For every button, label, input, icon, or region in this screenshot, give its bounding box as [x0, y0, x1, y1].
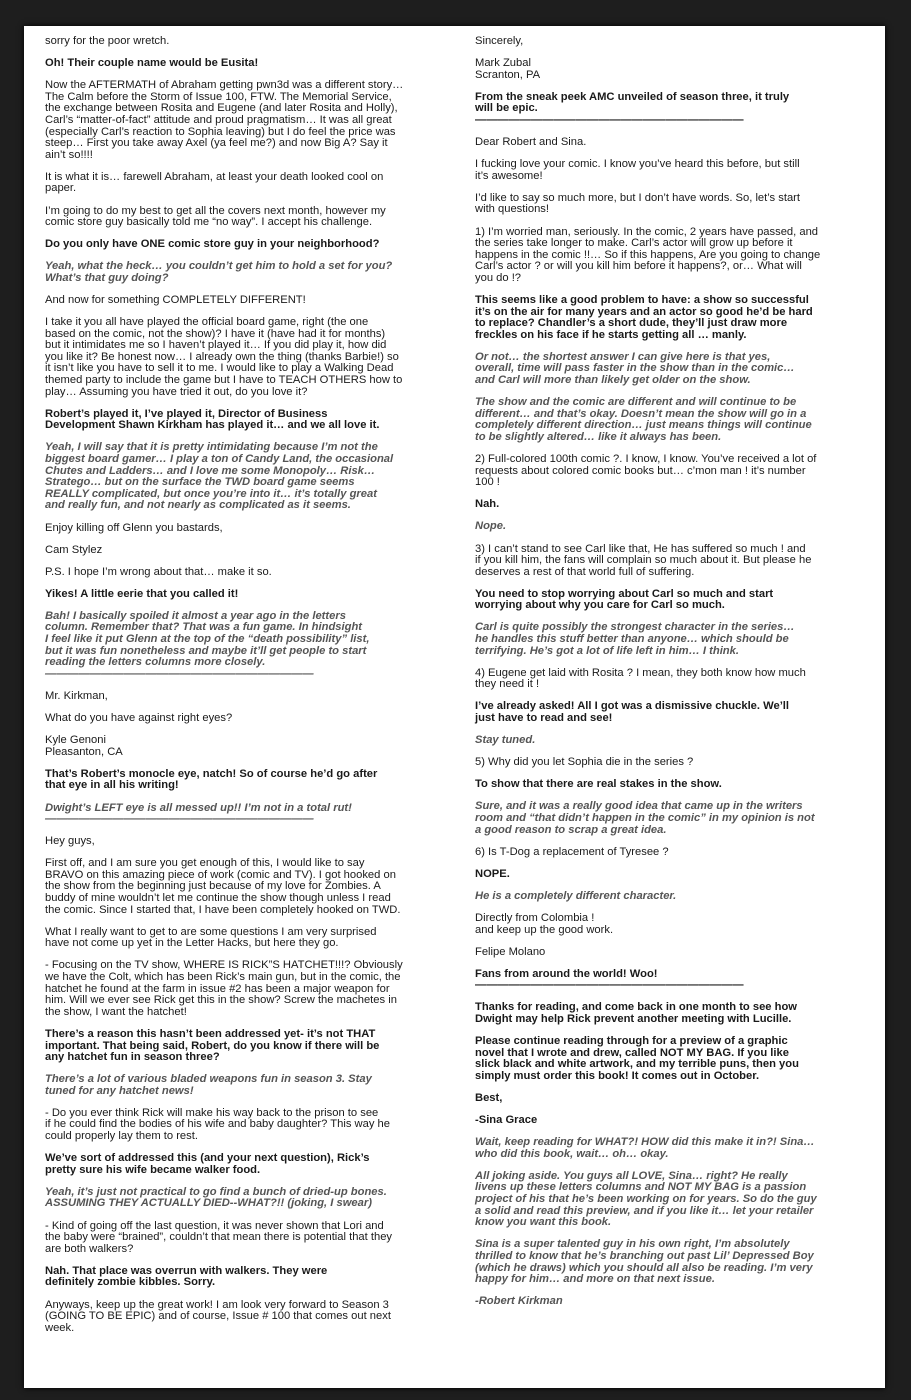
response-bold: Please continue reading through for a preview of a graphic novel that I wrote and drew, called NOT MY BAG. If you like slick black and white artwork, and my terrible puns, then you simply must order this book! It comes out in October.: [475, 1035, 799, 1082]
response-italic: There’s a lot of various bladed weapons fun in season 3. Stay tuned for any hatchet news!: [45, 1073, 372, 1097]
response-italic: Sure, and it was a really good idea that came up in the writers room and “that didn’t happen in the comic” in my opinion is not a good reason to scrap a great idea.: [475, 800, 815, 836]
response-italic: Stay tuned.: [475, 734, 536, 747]
letter-paragraph: I’m going to do my best to get all the covers next month, however my comic store guy basically told me “no way”. I accept his challenge.: [45, 204, 386, 229]
letter-paragraph: - Focusing on the TV show, WHERE IS RICK”S HATCHET!!!? Obviously we have the Colt, which has been Rick’s main gun, but in the comic, the hatchet he found at the farm in issue #2 has been a major weapon for him. Will we ever see Rick get this in the show? Screw the machetes in the show, I want the hatchet!: [45, 959, 403, 1018]
response-italic: Yeah, what the heck… you couldn’t get him to hold a set for you? What’s that guy doing?: [45, 260, 393, 284]
letters-page: [24, 26, 885, 1388]
response-italic: Carl is quite possibly the strongest character in the series… he handles this stuff better than anyone… which should be terrifying. He’s got a lot of life left in him… I think.: [475, 621, 795, 657]
letter-paragraph: 4) Eugene get laid with Rosita ? I mean, they both know how much they need it !: [475, 666, 806, 691]
response-italic: Bah! I basically spoiled it almost a year ago in the letters column. Remember that? That was a fun game. In hindsight I feel like it put Glenn at the top of the “death possibility” list, but it was fun nonetheless and maybe it’ll get people to start reading the letters columns more closely. ————————————————————————: [45, 609, 370, 680]
response-bold: NOPE.: [475, 867, 510, 880]
letter-paragraph: sorry for the poor wretch.: [45, 35, 170, 47]
response-bold: That’s Robert’s monocle eye, natch! So of course he’d go after that eye in all his writing!: [45, 767, 378, 792]
response-italic: Nope.: [475, 520, 507, 533]
letter-paragraph: What do you have against right eyes?: [45, 712, 233, 725]
response-italic: Yeah, it’s just not practical to go find a bunch of dried-up bones. ASSUMING THEY ACTUALLY DIED--WHAT?!! (joking, I swear): [45, 1185, 387, 1210]
letter-paragraph: And now for something COMPLETELY DIFFERENT!: [45, 294, 306, 306]
response-bold: There’s a reason this hasn’t been addressed yet- it’s not THAT important. That being said, Robert, do you know if there will be any hatchet fun in season three?: [45, 1027, 380, 1064]
left-column: [45, 36, 457, 1345]
letter-paragraph: Sincerely,: [475, 35, 524, 47]
letter-paragraph: Now the AFTERMATH of Abraham getting pwn3d was a different story… The Calm before the Storm of Issue 100, FTW. The Memorial Service, the exchange between Rosita and Eugene (and later Rosita and Holly), Carl’s “matter-of-fact” attitude and proud pragmatism… It was all great (especially Carl’s reaction to Sophia leaving) but I do feel the price was steep… First you take away Axel (ya feel me?) and now Big A? Say it ain’t so!!!!: [45, 79, 404, 161]
response-bold: Best,: [475, 1092, 503, 1104]
response-italic: He is a completely different character.: [475, 889, 677, 902]
response-bold: Fans from around the world! Woo! ————————————————————————: [475, 967, 744, 992]
response-bold: Do you only have ONE comic store guy in your neighborhood?: [45, 238, 380, 251]
response-bold: Yikes! A little eerie that you called it!: [45, 587, 239, 600]
response-italic: Dwight’s LEFT eye is all messed up!! I’m not in a total rut! ————————————————————————: [45, 801, 352, 826]
response-italic: The show and the comic are different and will continue to be different… and that’s okay. Doesn’t mean the show will go in a completely different direction… just means things will continue to be slightly altered… like it always has been.: [475, 396, 812, 443]
letter-paragraph: I take it you all have played the official board game, right (the one based on the comic, not the show)? I have it (have had it for months) but it intimidates me so I haven’t played it… If you did play it, how did you like it? Be honest now… I already own the thing (thanks Barbie!) so it isn’t like you have to sell it to me. I would like to play a Walking Dead themed party to include the game but I have to TEACH OTHERS how to play… Assuming you have tried it out, do you love it?: [45, 316, 403, 398]
letter-paragraph: It is what it is… farewell Abraham, at least your death looked cool on paper.: [45, 170, 384, 195]
letter-paragraph: - Do you ever think Rick will make his way back to the prison to see if he could find the bodies of his wife and baby daughter? This way he could properly lay them to rest.: [45, 1106, 390, 1143]
letter-paragraph: 2) Full-colored 100th comic ?. I know, I know. You’ve received a lot of requests about colored comic books but… c’mon man ! it’s number 100 !: [475, 453, 817, 489]
response-bold: Oh! Their couple name would be Eusita!: [45, 57, 259, 70]
right-column: [475, 36, 867, 1318]
response-bold: Thanks for reading, and come back in one month to see how Dwight may help Rick prevent another meeting with Lucille.: [475, 1001, 798, 1026]
response-bold: We’ve sort of addressed this (and your next question), Rick’s pretty sure his wife became walker food.: [45, 1152, 370, 1176]
letter-paragraph: Hey guys,: [45, 835, 95, 848]
response-bold: Robert’s played it, I’ve played it, Director of Business Development Shawn Kirkham has played it… and we all love it.: [45, 407, 380, 432]
response-italic: Sina is a super talented guy in his own right, I’m absolutely thrilled to know that he’s branching out past Lil’ Depressed Boy (which he draws) which you should all also be reading. I’m very happy for him… and more on that next issue.: [475, 1238, 814, 1286]
letter-paragraph: I fucking love your comic. I know you’ve heard this before, but still it’s awesome!: [475, 158, 800, 182]
letter-paragraph: I’d like to say so much more, but I don’t have words. So, let’s start with questions!: [475, 191, 800, 216]
letter-paragraph: Directly from Colombia ! and keep up the good work.: [475, 911, 614, 936]
letter-paragraph: Anyways, keep up the great work! I am look very forward to Season 3 (GOING TO BE EPIC) and of course, Issue # 100 that comes out next week.: [45, 1298, 391, 1334]
response-bold: Nah.: [475, 498, 500, 511]
letter-paragraph: Mark Zubal Scranton, PA: [475, 57, 541, 81]
response-bold: I’ve already asked! All I got was a dismissive chuckle. We’ll just have to read and see!: [475, 700, 790, 725]
response-bold: -Sina Grace: [475, 1114, 538, 1127]
letter-paragraph: - Kind of going off the last question, it was never shown that Lori and the baby were “brained”, couldn’t that mean there is potential that they are both walkers?: [45, 1219, 393, 1255]
letter-paragraph: Cam Stylez: [45, 543, 103, 556]
response-italic: Or not… the shortest answer I can give here is that yes, overall, time will pass faster in the show than in the comic… and Carl will more than likely get older on the show.: [475, 350, 795, 387]
response-italic: -Robert Kirkman: [475, 1295, 563, 1308]
letter-paragraph: 1) I’m worried man, seriously. In the comic, 2 years have passed, and the series take longer to make. Carl’s actor will grow up before it happens in the comic !!… So if this happens, Are you going to change Carl’s actor ? or will you kill him before it happens?, or… What will you do !?: [475, 225, 821, 284]
letter-paragraph: Kyle Genoni Pleasanton, CA: [45, 734, 123, 758]
response-italic: Wait, keep reading for WHAT?! HOW did this make it in?! Sina… who did this book, wait… oh… okay.: [475, 1136, 815, 1160]
response-bold: You need to stop worrying about Carl so much and start worrying about why you care for Carl so much.: [475, 587, 774, 612]
response-bold: From the sneak peek AMC unveiled of season three, it truly will be epic. ————————————————————————: [475, 90, 790, 126]
letter-paragraph: 6) Is T-Dog a replacement of Tyresee ?: [475, 845, 669, 858]
letter-paragraph: Dear Robert and Sina.: [475, 136, 587, 149]
letter-paragraph: What I really want to get to are some questions I am very surprised have not come up yet in the Letter Hacks, but here they go.: [45, 925, 377, 950]
letter-paragraph: P.S. I hope I’m wrong about that… make it so.: [45, 565, 272, 578]
letter-paragraph: 3) I can’t stand to see Carl like that, He has suffered so much ! and if you kill him, the fans will complain so much about it. But please he deserves a rest of that world full of suffering.: [475, 542, 812, 578]
response-italic: All joking aside. You guys all LOVE, Sina… right? He really livens up these letters columns and NOT MY BAG is a passion project of his that he’s been working on for years. So do the guy a solid and read this preview, and if you like it… let your retailer know you want this book.: [475, 1169, 817, 1229]
response-italic: Yeah, I will say that it is pretty intimidating because I’m not the biggest board gamer… I play a ton of Candy Land, the occasional Chutes and Ladders… and I love me some Monopoly… Risk… Stratego… but on the surface the TWD board game seems REALLY complicated, but once you’re into it… it’s totally great and really fun, and not nearly as complicated as it seems.: [45, 441, 394, 512]
letter-paragraph: 5) Why did you let Sophia die in the series ?: [475, 756, 694, 769]
letter-paragraph: Felipe Molano: [475, 945, 546, 958]
response-bold: Nah. That place was overrun with walkers. They were definitely zombie kibbles. Sorry.: [45, 1264, 328, 1289]
response-bold: This seems like a good problem to have: a show so successful it’s on the air for many years and an actor so good he’d be hard to replace? Chandler’s a short dude, they’ll just draw more freckles on his face if he starts getting all … manly.: [475, 294, 813, 341]
letter-paragraph: Mr. Kirkman,: [45, 689, 108, 702]
letter-paragraph: First off, and I am sure you get enough of this, I would like to say BRAVO on this amazing piece of work (comic and TV). I got hooked on the show from the beginning just because of my love for Zombies. A buddy of mine wouldn’t let me continue the show though unless I read the comic. Since I started that, I have been completely hooked on TWD.: [45, 857, 401, 916]
letter-paragraph: Enjoy killing off Glenn you bastards,: [45, 521, 223, 534]
response-bold: To show that there are real stakes in the show.: [475, 778, 722, 791]
